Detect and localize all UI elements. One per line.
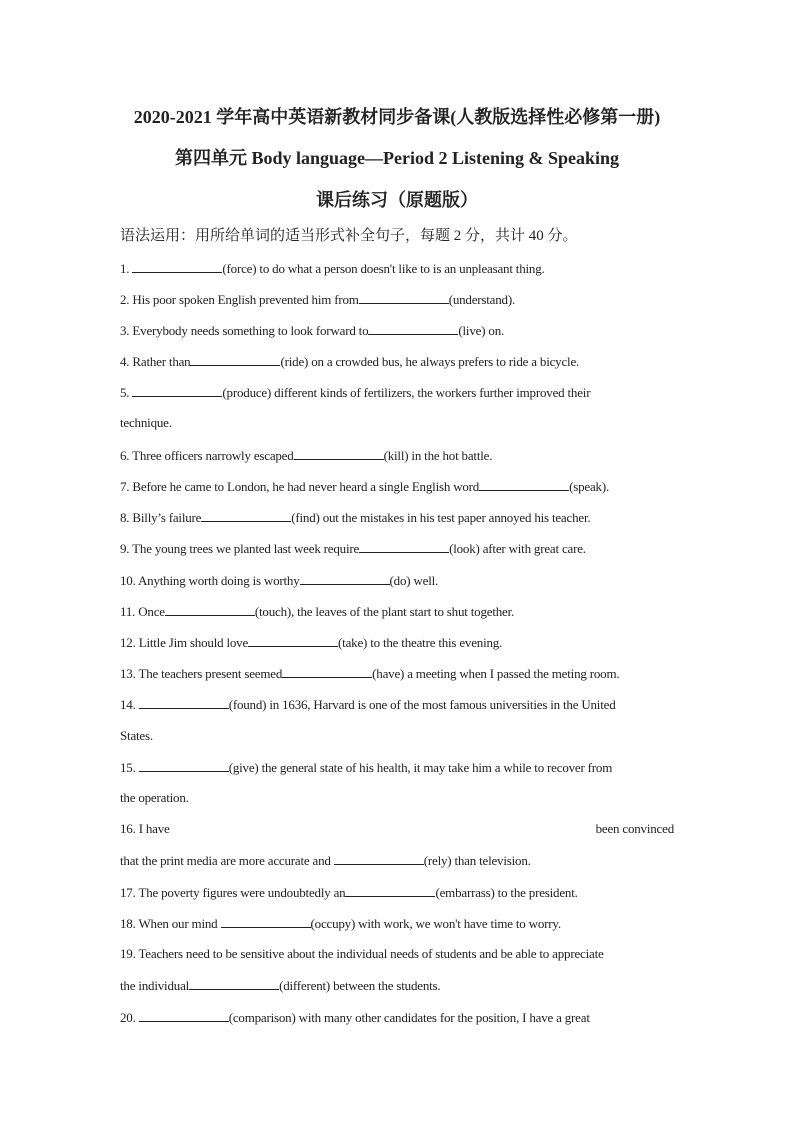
question-20 (120, 1008, 674, 1027)
question-19-continuation (120, 976, 674, 995)
question-text: 20. (120, 1010, 139, 1025)
question-6 (120, 446, 674, 465)
answer-blank[interactable] (345, 883, 435, 897)
question-text: 2. His poor spoken English prevented him from (120, 292, 359, 307)
question-text: 15. (120, 760, 139, 775)
question-text: (comparison) with many other candidates for the position, I have a great (228, 1010, 590, 1025)
question-text: 13. The teachers present seemed (120, 666, 283, 681)
answer-blank[interactable] (165, 602, 255, 616)
question-text: 4. Rather than (120, 354, 191, 369)
answer-blank[interactable] (359, 539, 449, 553)
question-19: 19. Teachers need to be sensitive about the individual needs of students and be able to appreciate (120, 946, 604, 961)
question-14-continuation: States. (120, 728, 153, 743)
question-text: 12. Little Jim should love (120, 635, 249, 650)
question-text: (occupy) with work, we won't have time to worry. (310, 916, 561, 931)
question-9 (120, 539, 674, 558)
question-text: (kill) in the hot battle. (383, 448, 493, 463)
answer-blank[interactable] (139, 1008, 229, 1022)
question-text: been convinced (595, 821, 674, 836)
question-5-continuation: technique. (120, 415, 172, 430)
answer-blank[interactable] (139, 758, 229, 772)
question-text: 5. (120, 385, 133, 400)
question-10 (120, 571, 674, 590)
question-16 (120, 820, 674, 838)
question-text: (live) on. (458, 323, 505, 338)
question-text: 6. Three officers narrowly escaped (120, 448, 294, 463)
question-text: 11. Once (120, 604, 165, 619)
answer-blank[interactable] (334, 851, 424, 865)
question-text: (ride) on a crowded bus, he always prefers to ride a bicycle. (280, 354, 580, 369)
question-text: (have) a meeting when I passed the meting room. (372, 666, 620, 681)
question-text: (force) to do what a person doesn't like to is an unpleasant thing. (222, 261, 545, 276)
question-text: 7. Before he came to London, he had never heard a single English word (120, 479, 480, 494)
question-text: (do) well. (389, 573, 439, 588)
answer-blank[interactable] (132, 259, 222, 273)
document-title-line3: 课后练习（原题版） (316, 190, 478, 210)
answer-blank[interactable] (190, 352, 280, 366)
question-12 (120, 633, 674, 652)
question-text: (different) between the students. (279, 978, 441, 993)
question-17 (120, 883, 674, 902)
question-text: (give) the general state of his health, it may take him a while to recover from (228, 760, 613, 775)
question-8 (120, 508, 674, 527)
question-text: (rely) than television. (423, 853, 531, 868)
question-text: the individual (120, 978, 190, 993)
answer-blank[interactable] (282, 664, 372, 678)
question-14 (120, 695, 674, 714)
question-15 (120, 758, 674, 777)
question-3 (120, 321, 674, 340)
question-text: (find) out the mistakes in his test paper annoyed his teacher. (291, 510, 591, 525)
answer-blank[interactable] (139, 695, 229, 709)
document-title-line2: 第四单元 Body language—Period 2 Listening & Speaking (174, 148, 620, 168)
instructions: 语法运用：用所给单词的适当形式补全句子，每题 2 分，共计 40 分。 (120, 228, 578, 244)
question-11 (120, 602, 674, 621)
answer-blank[interactable] (189, 976, 279, 990)
question-1 (120, 259, 674, 278)
question-text: (look) after with great care. (449, 541, 586, 556)
question-text: 1. (120, 261, 133, 276)
question-text: 16. I have (120, 821, 170, 836)
question-text: 9. The young trees we planted last week require (120, 541, 360, 556)
question-text: 14. (120, 697, 139, 712)
question-text: 18. When our mind (120, 916, 221, 931)
answer-blank[interactable] (479, 477, 569, 491)
question-2 (120, 290, 674, 309)
question-text: (understand). (448, 292, 516, 307)
question-7 (120, 477, 674, 496)
answer-blank[interactable] (221, 914, 311, 928)
answer-blank[interactable] (248, 633, 338, 647)
question-15-continuation: the operation. (120, 790, 189, 805)
question-5 (120, 383, 674, 402)
question-text: (produce) different kinds of fertilizers, the workers further improved their (222, 385, 591, 400)
question-text: 8. Billy’s failure (120, 510, 202, 525)
answer-blank[interactable] (300, 571, 390, 585)
answer-blank[interactable] (359, 290, 449, 304)
question-text: (touch), the leaves of the plant start to shut together. (254, 604, 515, 619)
question-text: 10. Anything worth doing is worthy (120, 573, 300, 588)
question-text: 17. The poverty figures were undoubtedly an (120, 885, 346, 900)
answer-blank[interactable] (294, 446, 384, 460)
question-text: 3. Everybody needs something to look forward to (120, 323, 369, 338)
question-text: (take) to the theatre this evening. (338, 635, 503, 650)
question-text: (found) in 1636, Harvard is one of the most famous universities in the United (228, 697, 616, 712)
question-text: (embarrass) to the president. (435, 885, 578, 900)
question-16-continuation (120, 851, 674, 870)
question-4 (120, 352, 674, 371)
answer-blank[interactable] (368, 321, 458, 335)
question-13 (120, 664, 674, 683)
question-18 (120, 914, 674, 933)
question-text: that the print media are more accurate and (120, 853, 334, 868)
answer-blank[interactable] (201, 508, 291, 522)
document-title-line1: 2020-2021 学年高中英语新教材同步备课(人教版选择性必修第一册) (133, 107, 661, 127)
answer-blank[interactable] (132, 383, 222, 397)
question-text: (speak). (569, 479, 610, 494)
